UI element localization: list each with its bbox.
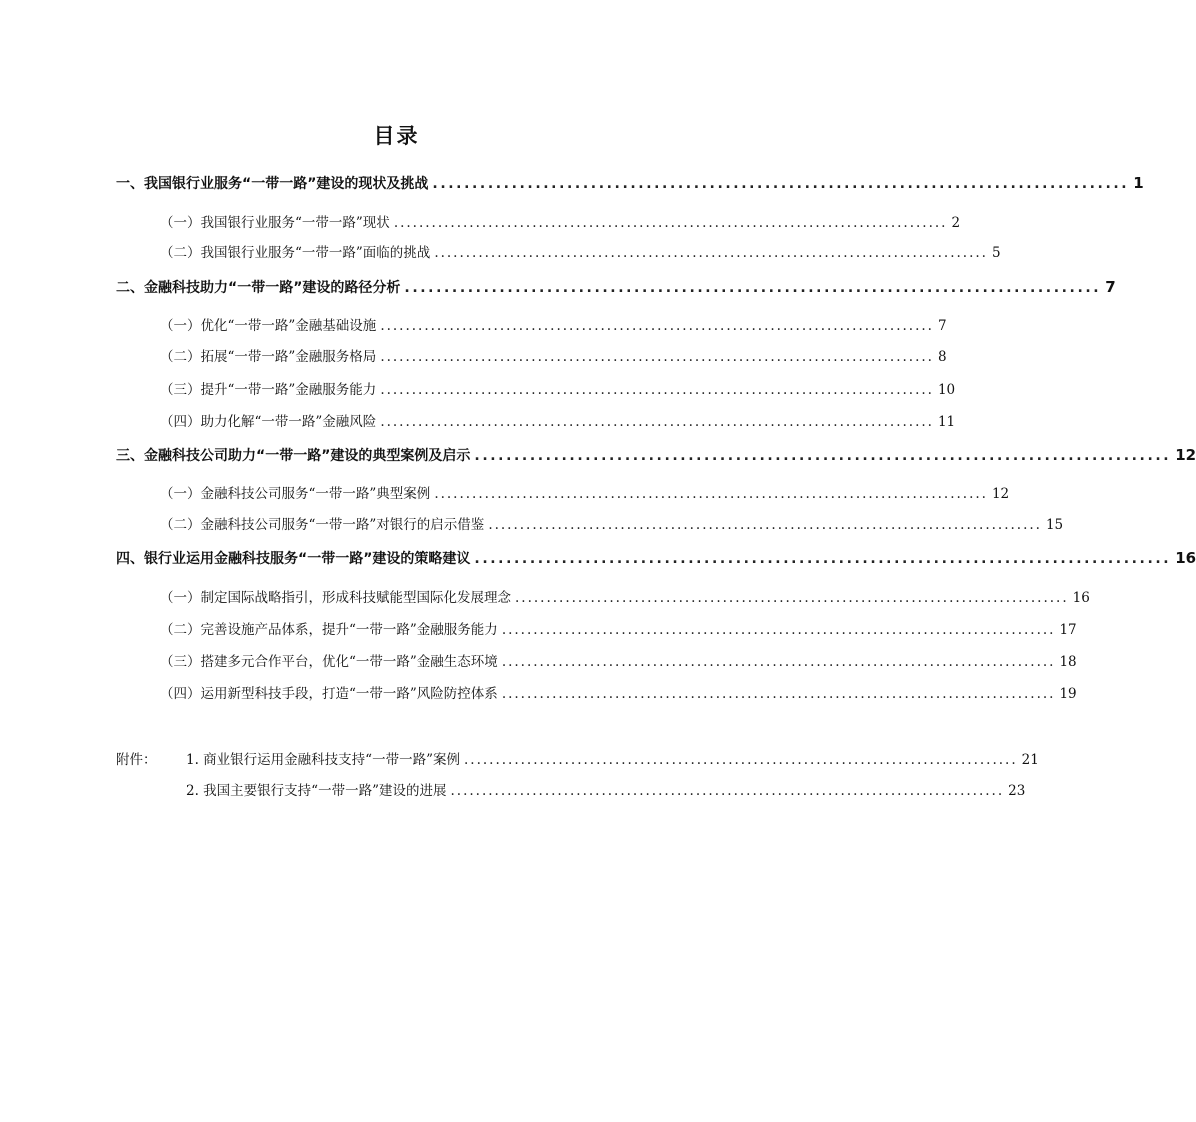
- toc-page-number: 12: [991, 486, 1010, 502]
- dot-leader: ........................................................................................: [404, 280, 1102, 296]
- toc-page-number: 23: [1008, 783, 1026, 799]
- toc-section-label: 一、我国银行业服务“一带一路”建设的现状及挑战: [116, 176, 429, 192]
- page-title: 目录: [373, 124, 420, 148]
- toc-item-label: （二）我国银行业服务“一带一路”面临的挑战: [160, 245, 431, 261]
- toc-appendix-2[interactable]: [116, 779, 1026, 801]
- appendix-item-1: [116, 748, 460, 768]
- toc-page-number: 21: [1021, 752, 1039, 768]
- toc-section-1[interactable]: [116, 173, 1144, 195]
- dot-leader: ........................................................................................: [432, 176, 1130, 192]
- toc-item-label: （四）运用新型科技手段，打造“一带一路”风险防控体系: [160, 686, 498, 702]
- toc-item-label: （一）优化“一带一路”金融基础设施: [160, 318, 377, 334]
- toc-page-number: 7: [937, 318, 947, 334]
- toc-item-2-4[interactable]: [160, 410, 956, 432]
- toc-appendix-1[interactable]: [116, 748, 1039, 770]
- toc-page-number: 15: [1045, 517, 1064, 533]
- dot-leader: ........................................................................................: [488, 517, 1042, 533]
- dot-leader: ........................................................................................: [474, 551, 1172, 567]
- toc-item-4-1[interactable]: [160, 586, 1090, 608]
- toc-item-2-2[interactable]: [160, 345, 947, 367]
- appendix-label: 1. 商业银行运用金融科技支持“一带一路”案例: [186, 752, 460, 768]
- toc-item-4-3[interactable]: [160, 650, 1077, 672]
- toc-item-label: （二）拓展“一带一路”金融服务格局: [160, 349, 377, 365]
- toc-page-number: 8: [937, 349, 947, 365]
- toc-item-label: （三）提升“一带一路”金融服务能力: [160, 382, 377, 398]
- dot-leader: ........................................................................................: [393, 215, 948, 231]
- dot-leader: ........................................................................................: [434, 245, 988, 261]
- toc-item-2-1[interactable]: [160, 314, 947, 336]
- dot-leader: ........................................................................................: [501, 654, 1056, 670]
- toc-item-label: （一）金融科技公司服务“一带一路”典型案例: [160, 486, 431, 502]
- toc-item-label: （二）完善设施产品体系，提升“一带一路”金融服务能力: [160, 622, 498, 638]
- appendix-item-2: [116, 779, 446, 799]
- toc-page-number: 19: [1059, 686, 1077, 702]
- toc-section-label: 三、金融科技公司助力“一带一路”建设的典型案例及启示: [116, 448, 471, 464]
- dot-leader: ........................................................................................: [380, 349, 934, 365]
- toc-item-3-1[interactable]: [160, 482, 1010, 504]
- toc-page-number: 7: [1105, 278, 1116, 296]
- toc-page-number: 11: [937, 414, 956, 430]
- toc-item-label: （三）搭建多元合作平台，优化“一带一路”金融生态环境: [160, 654, 498, 670]
- toc-page-number: 18: [1059, 654, 1077, 670]
- toc-page-number: 17: [1059, 622, 1077, 638]
- toc-page-number: 10: [937, 382, 956, 398]
- toc-page-number: 5: [991, 245, 1001, 261]
- toc-item-3-2[interactable]: [160, 513, 1064, 535]
- toc-item-label: （四）助力化解“一带一路”金融风险: [160, 414, 377, 430]
- appendix-prefix: 附件：: [116, 752, 157, 768]
- toc-item-label: （一）我国银行业服务“一带一路”现状: [160, 215, 390, 231]
- toc-item-label: （一）制定国际战略指引，形成科技赋能型国际化发展理念: [160, 590, 511, 606]
- dot-leader: ........................................................................................: [515, 590, 1069, 606]
- dot-leader: ........................................................................................: [501, 622, 1056, 638]
- toc-section-label: 四、银行业运用金融科技服务“一带一路”建设的策略建议: [116, 551, 471, 567]
- dot-leader: ........................................................................................: [474, 448, 1172, 464]
- toc-page-number: 2: [951, 215, 961, 231]
- dot-leader: ........................................................................................: [380, 318, 934, 334]
- dot-leader: ........................................................................................: [434, 486, 988, 502]
- toc-section-3[interactable]: [116, 445, 1196, 467]
- toc-item-1-2[interactable]: [160, 241, 1001, 263]
- dot-leader: ........................................................................................: [380, 414, 934, 430]
- toc-section-2[interactable]: [116, 277, 1116, 299]
- toc-item-4-4[interactable]: [160, 682, 1077, 704]
- toc-section-4[interactable]: [116, 548, 1196, 570]
- toc-item-1-1[interactable]: [160, 211, 961, 233]
- toc-section-label: 二、金融科技助力“一带一路”建设的路径分析: [116, 280, 401, 296]
- toc-page-number: 1: [1133, 174, 1144, 192]
- toc-item-label: （二）金融科技公司服务“一带一路”对银行的启示借鉴: [160, 517, 485, 533]
- dot-leader: ........................................................................................: [380, 382, 934, 398]
- toc-item-4-2[interactable]: [160, 618, 1077, 640]
- dot-leader: ........................................................................................: [450, 783, 1005, 799]
- appendix-label: 2. 我国主要银行支持“一带一路”建设的进展: [186, 783, 447, 799]
- toc-page-number: 12: [1175, 446, 1196, 464]
- dot-leader: ........................................................................................: [501, 686, 1056, 702]
- toc-page-number: 16: [1072, 590, 1090, 606]
- toc-item-2-3[interactable]: [160, 378, 956, 400]
- toc-page-number: 16: [1175, 549, 1196, 567]
- dot-leader: ........................................................................................: [463, 752, 1018, 768]
